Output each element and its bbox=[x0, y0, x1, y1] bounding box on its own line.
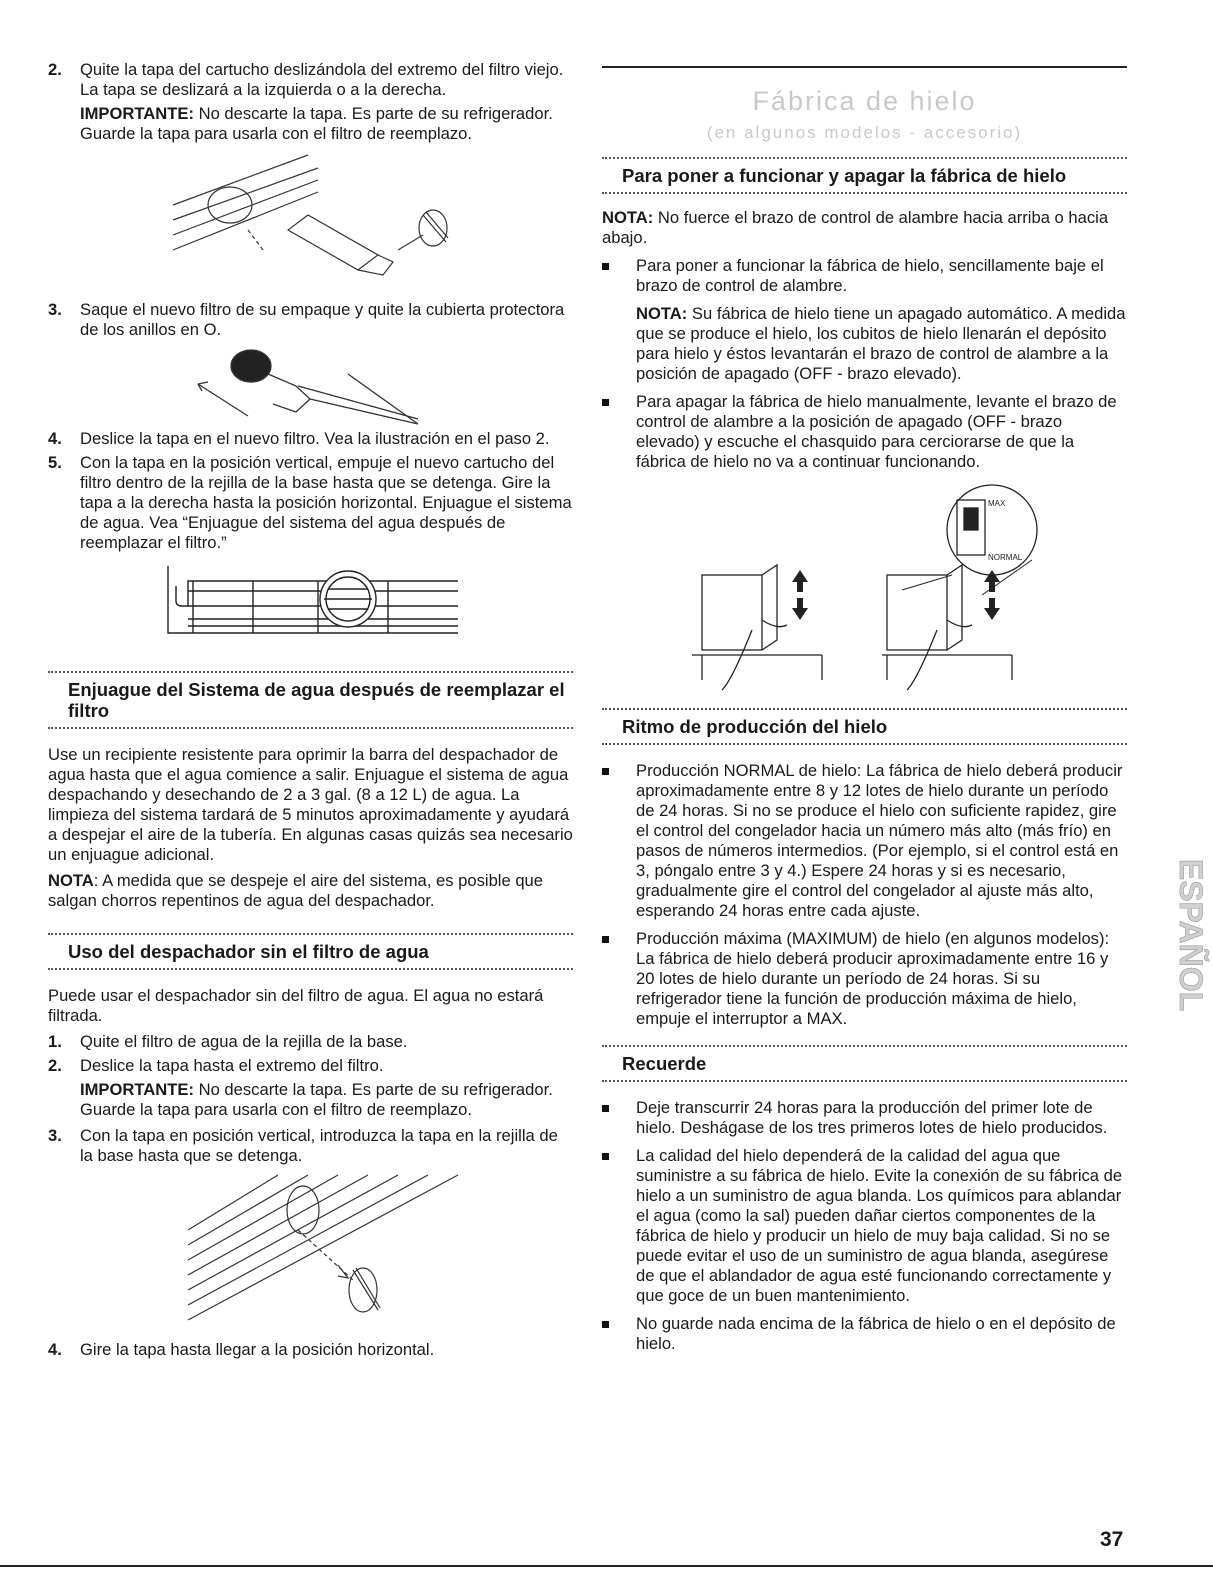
section-divider bbox=[602, 1080, 1127, 1082]
step-number: 2. bbox=[48, 60, 62, 79]
note-label: NOTA: bbox=[602, 208, 654, 227]
section-dispenser-no-filter bbox=[48, 933, 573, 1360]
switch-normal-label: NORMAL bbox=[988, 553, 1023, 562]
section-heading: Enjuague del Sistema de agua después de reemplazar el filtro bbox=[68, 679, 565, 721]
ice-maker-illustration bbox=[602, 480, 1127, 690]
bullet-text: Producción NORMAL de hielo: La fábrica de hielo deberá producir aproximadamente entre 8 y 12 lotes de hielo durante un período de 24 horas. Si no se produce el hielo con suficiente rapidez, gire el control del congelador hacia un número más alto (más frío) en pasos de números intermedios. (Por ejemplo, si el control está en 3, póngalo entre 3 y 4.) Espere 24 horas y si es necesario, gradualmente gire el control del congelador al ajuste más alto, esperando 24 horas entre cada ajuste. bbox=[636, 761, 1123, 920]
important-label: IMPORTANTE: bbox=[80, 1080, 194, 1099]
bullet-item bbox=[602, 1098, 1127, 1138]
switch-max-label: MAX bbox=[988, 499, 1006, 508]
step-4-slide-cap bbox=[48, 429, 573, 449]
bullet-icon bbox=[602, 768, 609, 775]
step-text: Deslice la tapa en el nuevo filtro. Vea la ilustración en el paso 2. bbox=[80, 429, 550, 448]
filter-cap-illustration-1 bbox=[48, 150, 573, 300]
page-subtitle: (en algunos modelos - accesorio) bbox=[706, 123, 1023, 142]
bullet-text: Deje transcurrir 24 horas para la producción del primer lote de hielo. Deshágase de los tres primeros lotes de hielo producidos. bbox=[636, 1098, 1108, 1137]
section-heading: Ritmo de producción del hielo bbox=[622, 716, 888, 737]
section-divider bbox=[48, 671, 573, 673]
step-text: Saque el nuevo filtro de su empaque y quite la cubierta protectora de los anillos en O. bbox=[80, 300, 565, 339]
page-title: Fábrica de hielo bbox=[752, 86, 977, 116]
important-text: No descarte la tapa. Es parte de su refrigerador. Guarde la tapa para usarla con el filtro de reemplazo. bbox=[80, 104, 553, 143]
step-3 bbox=[48, 1126, 573, 1166]
top-rule bbox=[602, 66, 1127, 68]
bullet-item bbox=[602, 761, 1127, 921]
bullet-text: Producción máxima (MAXIMUM) de hielo (en algunos modelos): La fábrica de hielo deberá producir aproximadamente entre 16 y 20 lotes de hielo durante un período de 24 horas. Si su refrigerador tiene la función de producción máxima de hielo, empuje el interruptor a MAX. bbox=[636, 929, 1110, 1028]
o-ring-cover-illustration bbox=[48, 344, 573, 429]
page-number: 37 bbox=[1100, 1528, 1124, 1551]
important-label: IMPORTANTE: bbox=[80, 104, 194, 123]
section-remember bbox=[602, 1045, 1127, 1354]
bullet-text: Para apagar la fábrica de hielo manualmente, levante el brazo de control de alambre a la posición de apagado (OFF - brazo elevado) y escuche el chasquido para cerciorarse de que la fábrica de hielo no va a continuar funcionando. bbox=[636, 392, 1117, 471]
step-number: 1. bbox=[48, 1032, 62, 1051]
paragraph: Puede usar el despachador sin del filtro de agua. El agua no estará filtrada. bbox=[48, 986, 544, 1025]
bullet-icon bbox=[602, 1321, 609, 1328]
step-3-unpack bbox=[48, 300, 573, 340]
title-block bbox=[602, 86, 1127, 143]
important-text: No descarte la tapa. Es parte de su refrigerador. Guarde la tapa para usarla con el filtro de reemplazo. bbox=[80, 1080, 553, 1119]
note bbox=[48, 871, 573, 911]
step-text: Quite la tapa del cartucho deslizándola del extremo del filtro viejo. La tapa se deslizará a la izquierda o a la derecha. bbox=[80, 60, 564, 99]
step-2 bbox=[48, 1056, 573, 1076]
step-number: 2. bbox=[48, 1056, 62, 1075]
section-divider bbox=[602, 708, 1127, 710]
base-grille-illustration bbox=[48, 561, 573, 651]
cap-into-grille-illustration bbox=[48, 1170, 573, 1330]
step-number: 4. bbox=[48, 429, 62, 448]
section-divider bbox=[602, 157, 1127, 159]
step-number: 3. bbox=[48, 300, 62, 319]
side-tab-label: ESPAÑOL bbox=[1173, 858, 1209, 1012]
section-flush-water bbox=[48, 671, 573, 911]
section-divider bbox=[602, 743, 1127, 745]
step-4 bbox=[48, 1340, 573, 1360]
note-text: Su fábrica de hielo tiene un apagado automático. A medida que se produce el hielo, los cubitos de hielo llenarán el depósito para hielo y éstos levantarán el brazo de control de alambre a la posición de apagado (OFF - brazo elevado). bbox=[636, 304, 1126, 383]
note-text: No fuerce el brazo de control de alambre hacia arriba o hacia abajo. bbox=[602, 208, 1109, 247]
note bbox=[602, 304, 1127, 384]
step-number: 3. bbox=[48, 1126, 62, 1145]
bullet-icon bbox=[602, 1153, 609, 1160]
section-divider bbox=[602, 192, 1127, 194]
section-heading: Uso del despachador sin el filtro de agua bbox=[68, 941, 429, 962]
bottom-rule bbox=[0, 1565, 1213, 1567]
section-heading: Para poner a funcionar y apagar la fábrica de hielo bbox=[622, 165, 1067, 186]
section-divider bbox=[602, 1045, 1127, 1047]
step-1 bbox=[48, 1032, 573, 1052]
section-heading: Recuerde bbox=[622, 1053, 707, 1074]
step-5-insert-cartridge bbox=[48, 453, 573, 553]
bullet-item bbox=[602, 392, 1127, 472]
bullet-item bbox=[602, 1146, 1127, 1306]
section-divider bbox=[48, 727, 573, 729]
step-text: Quite el filtro de agua de la rejilla de la base. bbox=[80, 1032, 408, 1051]
right-column bbox=[602, 60, 1127, 1362]
left-column bbox=[48, 60, 573, 1364]
section-divider bbox=[48, 933, 573, 935]
step-text: Con la tapa en la posición vertical, empuje el nuevo cartucho del filtro dentro de la rejilla de la base hasta que se detenga. Gire la tapa a la derecha hasta la posición horizontal. Enjuague el sistema de agua. Vea “Enjuague del sistema del agua después de reemplazar el filtro.” bbox=[80, 453, 572, 552]
bullet-item bbox=[602, 256, 1127, 296]
section-on-off bbox=[602, 157, 1127, 690]
important-note bbox=[48, 104, 573, 144]
note-label: NOTA: bbox=[636, 304, 688, 323]
bullet-item bbox=[602, 929, 1127, 1029]
bullet-text: La calidad del hielo dependerá de la calidad del agua que suministre a su fábrica de hielo. Evite la conexión de su fábrica de hielo a un suministro de agua blanda. Los químicos para ablandar el agua (como la sal) pueden dañar ciertos componentes de la fábrica de hielo y producir un hielo de muy baja calidad. Si no se puede evitar el uso de un suministro de agua blanda, asegúrese de que el ablandador de agua esté funcionando correctamente y que goce de un buen mantenimiento. bbox=[636, 1146, 1123, 1305]
bullet-text: Para poner a funcionar la fábrica de hielo, sencillamente baje el brazo de control de alambre. bbox=[636, 256, 1104, 295]
step-2-remove-cap bbox=[48, 60, 573, 100]
bullet-icon bbox=[602, 399, 609, 406]
important-note bbox=[48, 1080, 573, 1120]
bullet-icon bbox=[602, 1105, 609, 1112]
section-divider bbox=[48, 968, 573, 970]
language-side-tab bbox=[1150, 815, 1209, 1055]
step-text: Deslice la tapa hasta el extremo del filtro. bbox=[80, 1056, 384, 1075]
bullet-item bbox=[602, 1314, 1127, 1354]
step-text: Gire la tapa hasta llegar a la posición horizontal. bbox=[80, 1340, 435, 1359]
step-number: 4. bbox=[48, 1340, 62, 1359]
note-text: : A medida que se despeje el aire del sistema, es posible que salgan chorros repentinos de agua del despachador. bbox=[48, 871, 544, 910]
note bbox=[602, 208, 1127, 248]
paragraph: Use un recipiente resistente para oprimir la barra del despachador de agua hasta que el agua comience a salir. Enjuague el sistema de agua despachando y desechando de 2 a 3 gal. (8 a 12 L) de agua. La limpieza del sistema tardará de 5 minutos aproximadamente y ayudará a despejar el aire de la tubería. En algunas casas quizás sea necesario un enjuague adicional. bbox=[48, 745, 573, 864]
step-number: 5. bbox=[48, 453, 62, 472]
step-text: Con la tapa en posición vertical, introduzca la tapa en la rejilla de la base hasta que se detenga. bbox=[80, 1126, 558, 1165]
section-production-rate bbox=[602, 708, 1127, 1029]
note-label: NOTA bbox=[48, 871, 94, 890]
bullet-text: No guarde nada encima de la fábrica de hielo o en el depósito de hielo. bbox=[636, 1314, 1116, 1353]
bullet-icon bbox=[602, 936, 609, 943]
bullet-icon bbox=[602, 263, 609, 270]
